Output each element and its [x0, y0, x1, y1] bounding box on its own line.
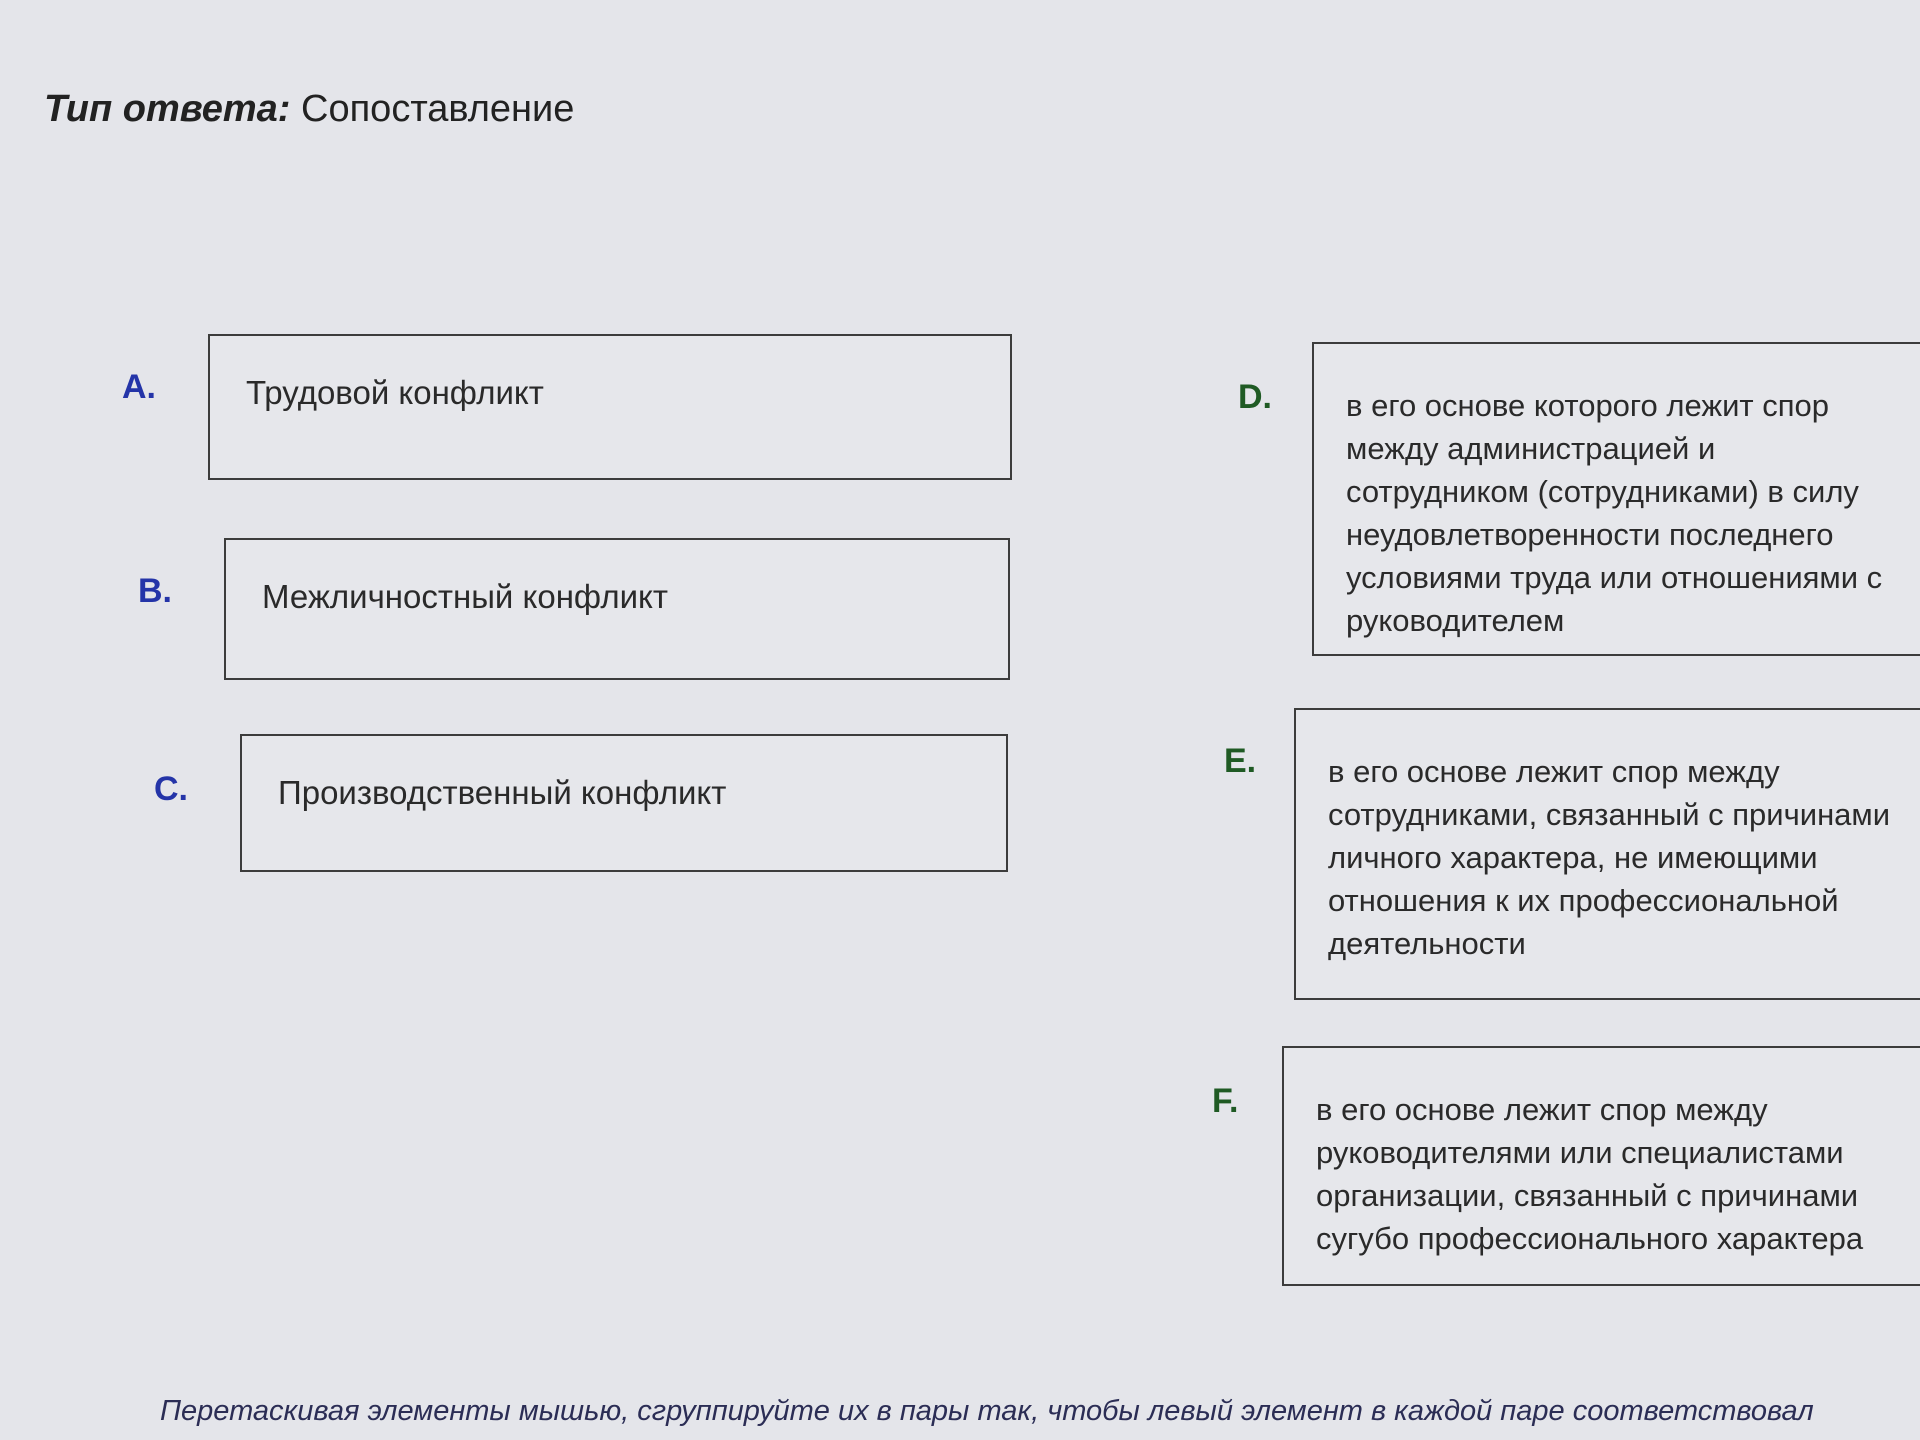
letter-c: C.: [154, 770, 188, 808]
letter-e: E.: [1224, 742, 1257, 780]
right-item-d-text: в его основе которого лежит спор между администрацией и сотрудником (сотрудниками) в силу неудовлетворенности последнего условиями труда или отношениями с руководителем: [1346, 388, 1891, 638]
right-item-e[interactable]: [1294, 708, 1920, 1000]
right-item-d[interactable]: [1312, 342, 1920, 656]
letter-a: A.: [122, 368, 156, 406]
left-item-b[interactable]: [224, 538, 1010, 680]
instruction-text: Перетаскивая элементы мышью, сгруппируйте их в пары так, чтобы левый элемент в каждой паре соответствовал: [160, 1395, 1814, 1427]
letter-d: D.: [1238, 378, 1272, 416]
answer-type-value: Сопоставление: [301, 88, 575, 130]
letter-b: B.: [138, 572, 172, 610]
left-item-b-text: Межличностный конфликт: [262, 578, 668, 615]
left-item-c[interactable]: [240, 734, 1008, 872]
answer-type: [44, 88, 574, 131]
letter-f: F.: [1212, 1082, 1239, 1120]
left-item-a-text: Трудовой конфликт: [246, 374, 544, 411]
answer-type-label: Тип ответа:: [44, 88, 291, 130]
right-item-e-text: в его основе лежит спор между сотрудниками, связанный с причинами личного характера, не имеющими отношения к их профессиональной деятельности: [1328, 754, 1899, 961]
right-item-f-text: в его основе лежит спор между руководителями или специалистами организации, связанный с причинами сугубо профессионального характера: [1316, 1092, 1867, 1256]
left-item-a[interactable]: [208, 334, 1012, 480]
right-item-f[interactable]: [1282, 1046, 1920, 1286]
left-item-c-text: Производственный конфликт: [278, 774, 727, 811]
